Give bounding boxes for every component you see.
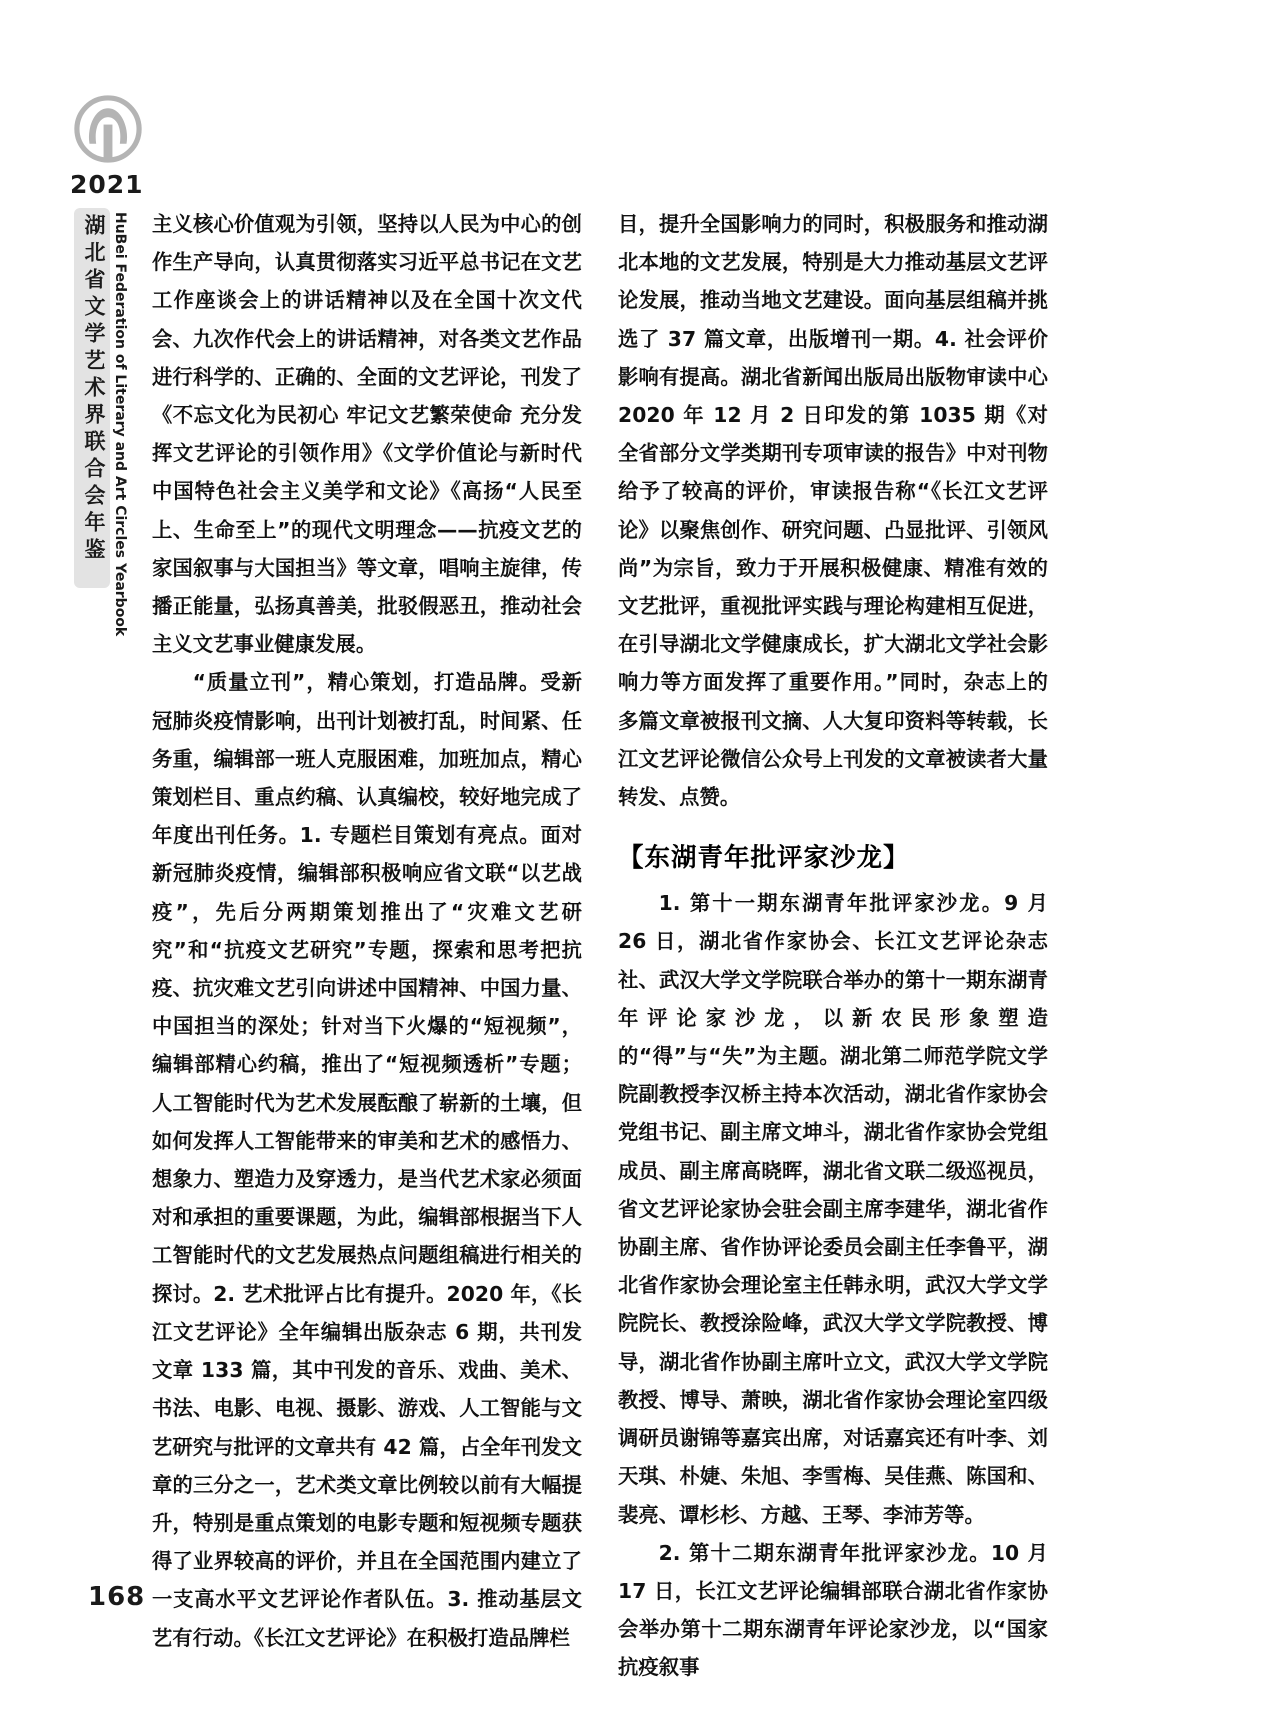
paragraph: 2. 第十二期东湖青年批评家沙龙。10 月 17 日，长江文艺评论编辑部联合湖北省作家协会举办第十二期东湖青年评论家沙龙，以“国家抗疫叙事 [618,1540,1048,1680]
year-label: 2021 [70,170,144,199]
side-tab-title-english: HuBei Federation of Literary and Art Circles Yearbook [112,212,128,637]
body-column-right [618,205,1048,1687]
side-tab-title-chinese: 湖北省文学艺术界联合会年鉴 [82,214,106,565]
body-column-left [152,205,582,1657]
paragraph: 目，提升全国影响力的同时，积极服务和推动湖北本地的文艺发展，特别是大力推动基层文艺评论发展，推动当地文艺建设。面向基层组稿并挑选了 37 篇文章，出版增刊一期。4. 社会评价影响有提高。湖北省新闻出版局出版物审读中心 2020 年 12 月 2 日印发的第 1035 期《对全省部分文学类期刊专项审读的报告》中对刊物给予了较高的评价，审读报告称“《长江文艺评论》以聚焦创作、研究问题、凸显批评、引领风尚”为宗旨，致力于开展积极健康、精准有效的文艺批评，重视批评实践与理论构建相互促进，在引导湖北文学健康成长，扩大湖北文学社会影响力等方面发挥了重要作用。”同时，杂志上的多篇文章被报刊文摘、人大复印资料等转载，长江文艺评论微信公众号上刊发的文章被读者大量转发、点赞。 [618,212,1048,810]
paragraph: 主义核心价值观为引领，坚持以人民为中心的创作生产导向，认真贯彻落实习近平总书记在文艺工作座谈会上的讲话精神以及在全国十次文代会、九次作代会上的讲话精神，对各类文艺作品进行科学的、正确的、全面的文艺评论，刊发了《不忘文化为民初心 牢记文艺繁荣使命 充分发挥文艺评论的引领作用》《文学价值论与新时代中国特色社会主义美学和文论》《高扬“人民至上、生命至上”的现代文明理念——抗疫文艺的家国叙事与大国担当》等文章，唱响主旋律，传播正能量，弘扬真善美，批驳假恶丑，推动社会主义文艺事业健康发展。 [152,212,582,657]
paragraph: “质量立刊”，精心策划，打造品牌。受新冠肺炎疫情影响，出刊计划被打乱，时间紧、任务重，编辑部一班人克服困难，加班加点，精心策划栏目、重点约稿、认真编校，较好地完成了年度出刊任务。1. 专题栏目策划有亮点。面对新冠肺炎疫情，编辑部积极响应省文联“以艺战疫”，先后分两期策划推出了“灾难文艺研究”和“抗疫文艺研究”专题，探索和思考把抗疫、抗灾难文艺引向讲述中国精神、中国力量、中国担当的深处；针对当下火爆的“短视频”，编辑部精心约稿，推出了“短视频透析”专题；人工智能时代为艺术发展酝酿了崭新的土壤，但如何发挥人工智能带来的审美和艺术的感悟力、想象力、塑造力及穿透力，是当代艺术家必须面对和承担的重要课题，为此，编辑部根据当下人工智能时代的文艺发展热点问题组稿进行相关的探讨。2. 艺术批评占比有提升。2020 年，《长江文艺评论》全年编辑出版杂志 6 期，共刊发文章 133 篇，其中刊发的音乐、戏曲、美术、书法、电影、电视、摄影、游戏、人工智能与文艺研究与批评的文章共有 42 篇，占全年刊发文章的三分之一，艺术类文章比例较以前有大幅提升，特别是重点策划的电影专题和短视频专题获得了业界较高的评价，并且在全国范围内建立了一支高水平文艺评论作者队伍。3. 推动基层文艺有行动。《长江文艺评论》在积极打造品牌栏 [152,670,582,1650]
paragraph: 1. 第十一期东湖青年批评家沙龙。9 月 26 日，湖北省作家协会、长江文艺评论杂志社、武汉大学文学院联合举办的第十一期东湖青年评论家沙龙，以新农民形象塑造的“得”与“失”为主题。湖北第二师范学院文学院副教授李汉桥主持本次活动，湖北省作家协会党组书记、副主席文坤斗，湖北省作家协会党组成员、副主席高晓晖，湖北省文联二级巡视员，省文艺评论家协会驻会副主席李建华，湖北省作协副主席、省作协评论委员会副主任李鲁平，湖北省作家协会理论室主任韩永明，武汉大学文学院院长、教授涂险峰，武汉大学文学院教授、博导，湖北省作协副主席叶立文，武汉大学文学院教授、博导、萧映，湖北省作家协会理论室四级调研员谢锦等嘉宾出席，对话嘉宾还有叶李、刘天琪、朴婕、朱旭、李雪梅、吴佳燕、陈国和、裴亮、谭杉杉、方越、王琴、李沛芳等。 [618,891,1048,1527]
arch-gateway-emblem-icon [71,92,145,166]
page-number: 168 [88,1582,146,1612]
section-heading: 【东湖青年批评家沙龙】 [618,843,910,874]
page-header [68,92,160,199]
